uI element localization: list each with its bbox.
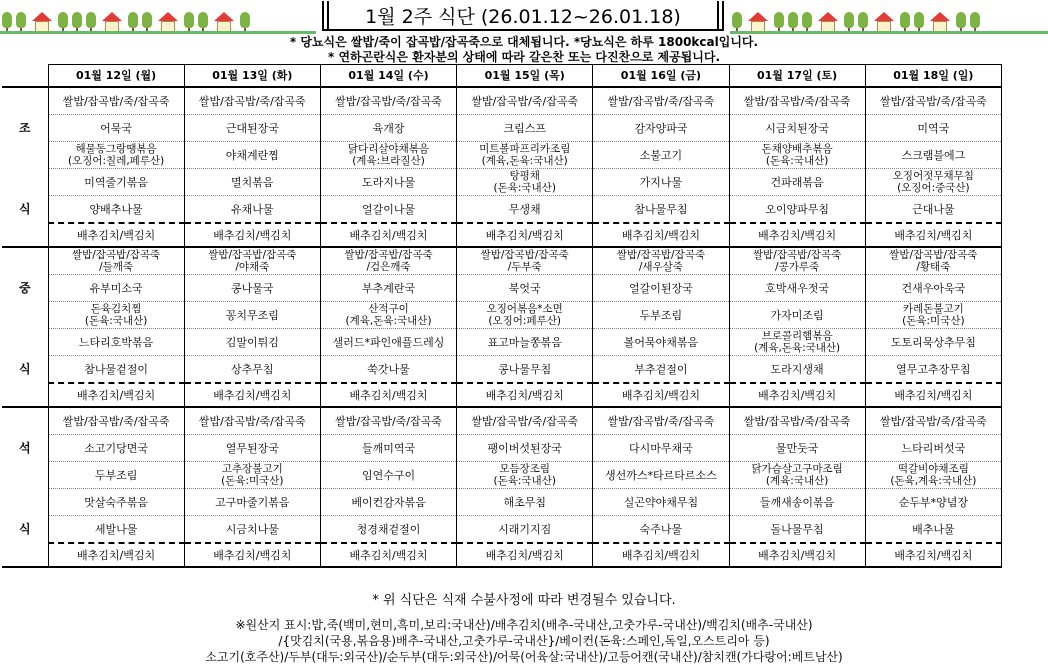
breakfast-menu-item: 쌀밥/잡곡밥/죽/잡곡죽: [729, 87, 865, 115]
breakfast-menu-item: 쌀밥/잡곡밥/죽/잡곡죽: [48, 87, 184, 115]
lunch-label: 중: [2, 275, 48, 302]
dinner-menu-item: 떡갈비야채조림 (돈육,계육:국내산): [865, 462, 1001, 489]
breakfast-menu-item: 도라지나물: [320, 169, 456, 196]
lunch-menu-item: 부추겉절이: [593, 356, 729, 384]
lunch-menu-item: 표고마늘쫑볶음: [457, 329, 593, 356]
lunch-menu-item: 건새우아욱국: [865, 275, 1001, 302]
dinner-menu-item: 쌀밥/잡곡밥/죽/잡곡죽: [48, 407, 184, 435]
dinner-menu-item: 모듬장조림 (돈육:국내산): [457, 462, 593, 489]
breakfast-menu-item: 근대나물: [865, 196, 1001, 224]
breakfast-row: [2, 142, 1002, 169]
lunch-row: [2, 356, 1002, 384]
breakfast-label: [2, 142, 48, 169]
lunch-menu-item: 콩나물무침: [457, 356, 593, 384]
change-notice: * 위 식단은 식재 수불사정에 따라 변경될수 있습니다.: [372, 593, 676, 608]
breakfast-label: 조: [2, 115, 48, 142]
lunch-menu-item: 두부조림: [593, 302, 729, 329]
dinner-row: [2, 407, 1002, 435]
breakfast-menu-item: 양배추나물: [48, 196, 184, 224]
dinner-menu-item: 세발나물: [48, 516, 184, 544]
day-header-3: 01월 15일 (목): [457, 65, 593, 88]
notice-dysphagia: * 연하곤란식은 환자분의 상태에 따라 갈은찬 또는 다진찬으로 제공됩니다.: [327, 50, 721, 64]
dinner-label: 석: [2, 435, 48, 462]
breakfast-menu-item: 미역국: [865, 115, 1001, 142]
breakfast-menu-item: 멸치볶음: [184, 169, 320, 196]
breakfast-menu-item: 배추김치/백김치: [48, 223, 184, 247]
dinner-menu-item: 쌀밥/잡곡밥/죽/잡곡죽: [865, 407, 1001, 435]
lunch-label: [2, 247, 48, 275]
lunch-menu-item: 쌀밥/잡곡밥/잡곡죽 /야채죽: [184, 247, 320, 275]
dinner-menu-item: 해초무침: [457, 489, 593, 516]
notice-diabetic: * 당뇨식은 쌀밥/죽이 잡곡밥/잡곡죽으로 대체됩니다. *당뇨식은 하루 1800kcal입니다.: [289, 35, 759, 49]
dinner-label: [2, 543, 48, 567]
breakfast-row: [2, 87, 1002, 115]
lunch-menu-item: 참나물겉절이: [48, 356, 184, 384]
lunch-label: 식: [2, 356, 48, 384]
lunch-row: [2, 383, 1002, 407]
dinner-menu-item: 닭가슴살고구마조림 (계육:국내산): [729, 462, 865, 489]
lunch-menu-item: 배추김치/백김치: [320, 383, 456, 407]
lunch-menu-item: 배추김치/백김치: [593, 383, 729, 407]
dinner-menu-item: 시금치나물: [184, 516, 320, 544]
dinner-menu-item: 쌀밥/잡곡밥/죽/잡곡죽: [320, 407, 456, 435]
lunch-menu-item: 꽁치무조림: [184, 302, 320, 329]
breakfast-row: [2, 223, 1002, 247]
lunch-menu-item: 샐러드*파인애플드레싱: [320, 329, 456, 356]
breakfast-label: [2, 169, 48, 196]
day-header-row: [2, 65, 1002, 88]
breakfast-menu-item: 스크램블에그: [865, 142, 1001, 169]
lunch-menu-item: 배추김치/백김치: [48, 383, 184, 407]
breakfast-menu-item: 배추김치/백김치: [184, 223, 320, 247]
breakfast-menu-item: 쌀밥/잡곡밥/죽/잡곡죽: [865, 87, 1001, 115]
breakfast-menu-item: 육개장: [320, 115, 456, 142]
dinner-menu-item: 배추김치/백김치: [593, 543, 729, 567]
dinner-label: [2, 462, 48, 489]
decorative-village-left: [0, 0, 316, 34]
lunch-menu-item: 브로콜리햄볶음 (계육,돈육:국내산): [729, 329, 865, 356]
breakfast-menu-item: 어묵국: [48, 115, 184, 142]
dinner-menu-item: 숙주나물: [593, 516, 729, 544]
breakfast-menu-item: 소불고기: [593, 142, 729, 169]
lunch-menu-item: 열무고추장무침: [865, 356, 1001, 384]
dinner-menu-item: 배추김치/백김치: [865, 543, 1001, 567]
lunch-menu-item: 쌀밥/잡곡밥/잡곡죽 /콩가루죽: [729, 247, 865, 275]
breakfast-label: [2, 223, 48, 247]
lunch-menu-item: 카레돈불고기 (돈육:미국산): [865, 302, 1001, 329]
lunch-menu-item: 배추김치/백김치: [865, 383, 1001, 407]
breakfast-menu-item: 가지나물: [593, 169, 729, 196]
lunch-menu-item: 유부미소국: [48, 275, 184, 302]
breakfast-menu-item: 미트볼파프리카조림 (계육,돈육:국내산): [457, 142, 593, 169]
dinner-row: [2, 435, 1002, 462]
breakfast-menu-item: 얼갈이나물: [320, 196, 456, 224]
breakfast-menu-item: 근대된장국: [184, 115, 320, 142]
dinner-menu-item: 팽이버섯된장국: [457, 435, 593, 462]
breakfast-row: [2, 169, 1002, 196]
origin-line-3: 소고기(호주산)/두부(대두:외국산)/순두부(대두:외국산)/어묵(어육살:국내산)/고등어캔(국내산)/참치캔(가다랑어:베트남산): [205, 650, 843, 664]
lunch-menu-item: 부추계란국: [320, 275, 456, 302]
lunch-menu-item: 산적구이 (계육,돈육:국내산): [320, 302, 456, 329]
dinner-menu-item: 임연수구이: [320, 462, 456, 489]
dinner-menu-item: 소고기당면국: [48, 435, 184, 462]
dinner-menu-item: 생선까스*타르타르소스: [593, 462, 729, 489]
decorative-village-right: [730, 0, 1048, 34]
breakfast-menu-item: 배추김치/백김치: [593, 223, 729, 247]
breakfast-menu-item: 배추김치/백김치: [320, 223, 456, 247]
day-header-0: 01월 12일 (월): [48, 65, 184, 88]
lunch-menu-item: 느타리호박볶음: [48, 329, 184, 356]
dinner-menu-item: 배추김치/백김치: [457, 543, 593, 567]
dinner-menu-item: 배추김치/백김치: [320, 543, 456, 567]
lunch-menu-item: 배추김치/백김치: [729, 383, 865, 407]
breakfast-menu-item: 쌀밥/잡곡밥/죽/잡곡죽: [320, 87, 456, 115]
dinner-menu-item: 다시마무채국: [593, 435, 729, 462]
header-corner: [2, 65, 48, 88]
dinner-menu-item: 쌀밥/잡곡밥/죽/잡곡죽: [593, 407, 729, 435]
breakfast-row: [2, 115, 1002, 142]
dinner-menu-item: 배추김치/백김치: [184, 543, 320, 567]
lunch-row: [2, 302, 1002, 329]
breakfast-row: [2, 196, 1002, 224]
breakfast-menu-item: 감자양파국: [593, 115, 729, 142]
menu-body: [2, 87, 1002, 567]
lunch-menu-item: 얼갈이된장국: [593, 275, 729, 302]
dinner-label: 식: [2, 516, 48, 544]
lunch-menu-item: 쌀밥/잡곡밥/잡곡죽 /두부죽: [457, 247, 593, 275]
lunch-menu-item: 가자미조림: [729, 302, 865, 329]
lunch-menu-item: 콩나물국: [184, 275, 320, 302]
day-header-5: 01월 17일 (토): [729, 65, 865, 88]
page-title: [322, 1, 724, 31]
day-header-4: 01월 16일 (금): [593, 65, 729, 88]
origin-line-1: ※원산지 표시:밥,죽(백미,현미,흑미,보리:국내산)/배추김치(배추-국내산,고춧가루-국내산)/백김치(배추-국내산): [235, 618, 813, 632]
breakfast-menu-item: 건파래볶음: [729, 169, 865, 196]
dinner-menu-item: 쌀밥/잡곡밥/죽/잡곡죽: [729, 407, 865, 435]
lunch-menu-item: 호박새우젓국: [729, 275, 865, 302]
dinner-menu-item: 열무된장국: [184, 435, 320, 462]
day-header-1: 01월 13일 (화): [184, 65, 320, 88]
lunch-menu-item: 볼어묵야채볶음: [593, 329, 729, 356]
lunch-menu-item: 쌀밥/잡곡밥/잡곡죽 /검은깨죽: [320, 247, 456, 275]
lunch-row: [2, 329, 1002, 356]
breakfast-menu-item: 쌀밥/잡곡밥/죽/잡곡죽: [457, 87, 593, 115]
dinner-menu-item: 들깨새송이볶음: [729, 489, 865, 516]
breakfast-menu-item: 배추김치/백김치: [457, 223, 593, 247]
dinner-menu-item: 실곤약야채무침: [593, 489, 729, 516]
breakfast-menu-item: 미역줄기볶음: [48, 169, 184, 196]
breakfast-menu-item: 오이양파무침: [729, 196, 865, 224]
dinner-menu-item: 청경채겉절이: [320, 516, 456, 544]
breakfast-menu-item: 배추김치/백김치: [729, 223, 865, 247]
breakfast-menu-item: 쌀밥/잡곡밥/죽/잡곡죽: [184, 87, 320, 115]
breakfast-menu-item: 탕평채 (돈육:국내산): [457, 169, 593, 196]
lunch-menu-item: 쌀밥/잡곡밥/잡곡죽 /황태죽: [865, 247, 1001, 275]
dinner-row: [2, 543, 1002, 567]
breakfast-menu-item: 돈채양배추볶음 (돈육:국내산): [729, 142, 865, 169]
dinner-row: [2, 462, 1002, 489]
origin-line-2: /{맛김치(국용,볶음용)배추-국내산,고춧가루-국내산}/베이컨(돈육:스페인,독일,오스트리아 등): [278, 634, 770, 648]
dinner-menu-item: 쌀밥/잡곡밥/죽/잡곡죽: [457, 407, 593, 435]
lunch-menu-item: 돈육김치찜 (돈육:국내산): [48, 302, 184, 329]
breakfast-menu-item: 해물동그랑땡볶음 (오징어:칠레,페루산): [48, 142, 184, 169]
lunch-menu-item: 김말이튀김: [184, 329, 320, 356]
lunch-menu-item: 도토리묵상추무침: [865, 329, 1001, 356]
breakfast-menu-item: 배추김치/백김치: [865, 223, 1001, 247]
lunch-menu-item: 쌀밥/잡곡밥/잡곡죽 /들깨죽: [48, 247, 184, 275]
dinner-menu-item: 돌나물무침: [729, 516, 865, 544]
breakfast-label: [2, 87, 48, 115]
dinner-row: [2, 516, 1002, 544]
dinner-menu-item: 느타리버섯국: [865, 435, 1001, 462]
weekly-menu-table: [2, 64, 1002, 568]
lunch-label: [2, 302, 48, 329]
breakfast-menu-item: 무생채: [457, 196, 593, 224]
lunch-label: [2, 329, 48, 356]
dinner-menu-item: 두부조림: [48, 462, 184, 489]
dinner-menu-item: 맛살숙주볶음: [48, 489, 184, 516]
lunch-menu-item: 북엇국: [457, 275, 593, 302]
day-header-6: 01월 18일 (일): [865, 65, 1001, 88]
dinner-menu-item: 쌀밥/잡곡밥/죽/잡곡죽: [184, 407, 320, 435]
lunch-menu-item: 배추김치/백김치: [457, 383, 593, 407]
lunch-menu-item: 도라지생채: [729, 356, 865, 384]
dinner-menu-item: 들깨미역국: [320, 435, 456, 462]
lunch-menu-item: 배추김치/백김치: [184, 383, 320, 407]
dinner-row: [2, 489, 1002, 516]
dinner-menu-item: 고추장불고기 (돈육:미국산): [184, 462, 320, 489]
breakfast-menu-item: 닭다리살야채볶음 (계육:브라질산): [320, 142, 456, 169]
breakfast-menu-item: 야채계란찜: [184, 142, 320, 169]
dinner-menu-item: 배추나물: [865, 516, 1001, 544]
dinner-menu-item: 고구마줄기볶음: [184, 489, 320, 516]
lunch-menu-item: 쑥갓나물: [320, 356, 456, 384]
breakfast-menu-item: 오징어젓무채무침 (오징어:중국산): [865, 169, 1001, 196]
dinner-menu-item: 배추김치/백김치: [729, 543, 865, 567]
breakfast-menu-item: 쌀밥/잡곡밥/죽/잡곡죽: [593, 87, 729, 115]
lunch-menu-item: 쌀밥/잡곡밥/잡곡죽 /새우살죽: [593, 247, 729, 275]
day-header-2: 01월 14일 (수): [320, 65, 456, 88]
dinner-menu-item: 베이컨감자볶음: [320, 489, 456, 516]
breakfast-menu-item: 시금치된장국: [729, 115, 865, 142]
dinner-menu-item: 물만둣국: [729, 435, 865, 462]
dinner-menu-item: 배추김치/백김치: [48, 543, 184, 567]
dinner-label: [2, 489, 48, 516]
breakfast-menu-item: 참나물무침: [593, 196, 729, 224]
lunch-row: [2, 275, 1002, 302]
lunch-row: [2, 247, 1002, 275]
dinner-menu-item: 시래기지짐: [457, 516, 593, 544]
breakfast-menu-item: 유채나물: [184, 196, 320, 224]
breakfast-label: 식: [2, 196, 48, 224]
lunch-menu-item: 상추무침: [184, 356, 320, 384]
breakfast-menu-item: 크림스프: [457, 115, 593, 142]
dinner-menu-item: 순두부*양념장: [865, 489, 1001, 516]
title-text: 1월 2주 식단 (26.01.12~26.01.18): [365, 5, 681, 28]
lunch-menu-item: 오징어볶음*소면 (오징어:페루산): [457, 302, 593, 329]
dinner-label: [2, 407, 48, 435]
lunch-label: [2, 383, 48, 407]
